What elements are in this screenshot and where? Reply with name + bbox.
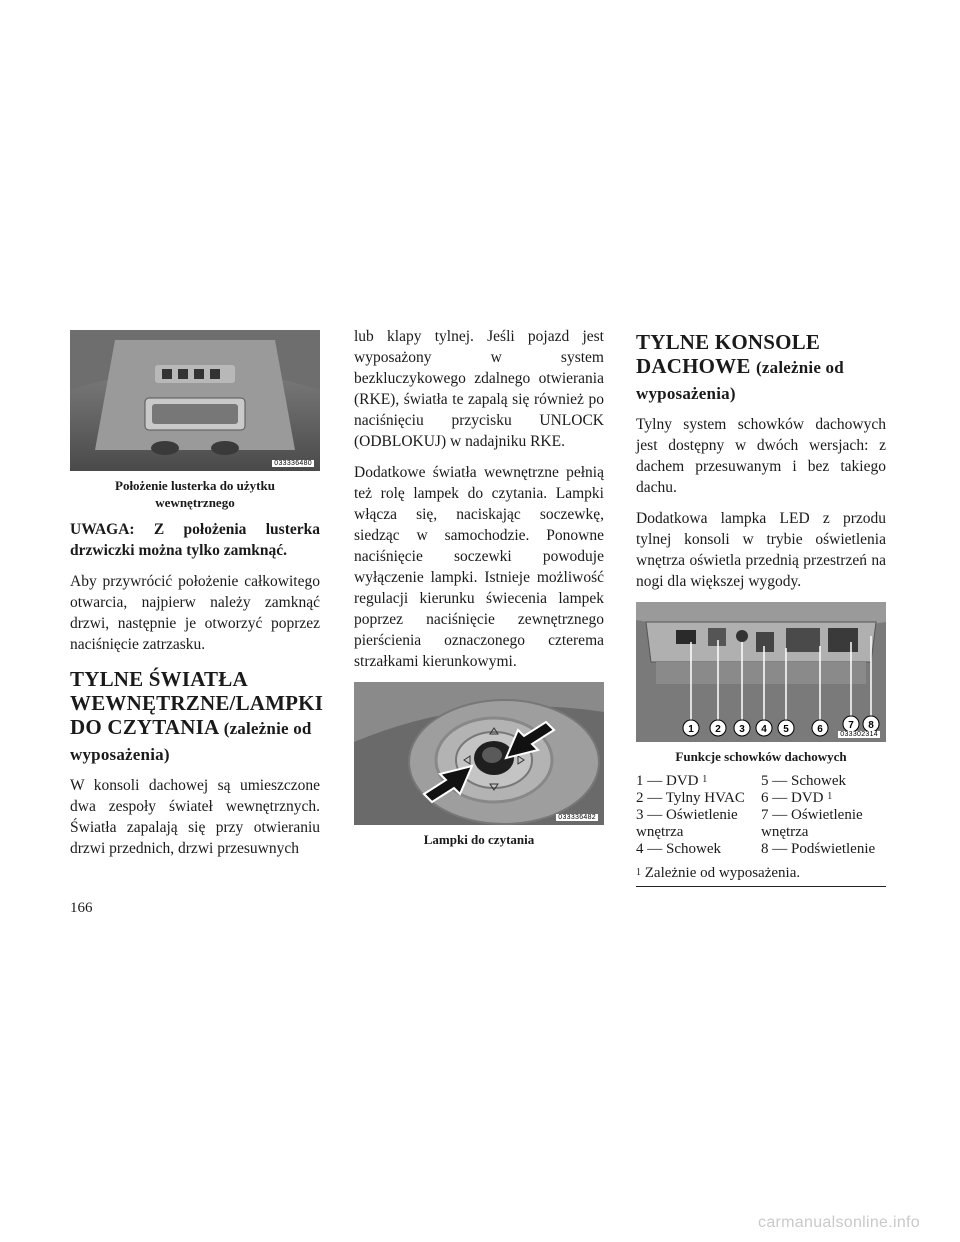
callout-5: 5 [783,724,789,735]
body-paragraph: Dodatkowe światła wewnętrzne pełnią też rolę lampek do czytania. Lampki włącza się, naciskając soczewkę, siedząc w samochodzie. Ponowne naciśnięcie soczewki powoduje wyłączenie lampki. Istnieje możliwość regulacji kierunku świecenia lampek poprzez naciśnięcie zewnętrznego pierścienia oznaczonego czterema strzałkami kierunkowymi. [354,464,604,670]
callout-2: 2 [715,724,721,735]
figure-legend [636,773,886,858]
legend-item: 2 — Tylny HVAC [636,790,745,806]
callout-6: 6 [817,724,823,735]
legend-item: 8 — Podświetlenie [761,841,876,857]
section-heading: TYLNE ŚWIATŁA WEWNĘTRZNE/LAMPKI DO CZYTANIA (zależnie od wyposażenia) [70,667,324,764]
legend-item: 4 — Schowek [636,841,721,857]
reading-lamp-illustration [354,682,604,825]
roof-console-illustration [636,602,886,742]
legend-item: wnętrza [636,824,684,840]
column-right [636,330,886,887]
note-paragraph: UWAGA: Z położenia lusterka drzwiczki można tylko zamknąć. [70,521,320,559]
footnote: $^1$ Zależnie od wyposażenia. [636,864,886,887]
column-left [70,330,324,869]
roof-console-photo [636,602,886,742]
figure-code: 033336482 [558,814,596,821]
watermark: carmanualsonline.info [758,1214,920,1231]
figure-caption: Położenie lusterka do użytku wewnętrznego [115,478,275,510]
body-paragraph: Dodatkowa lampka LED z przodu tylnej konsoli w trybie oświetlenia wnętrza oświetla przednią przestrzeń na nogi dla większej wygody. [636,510,886,590]
callout-4: 4 [761,724,767,735]
legend-item: 1 — DVD $^1$ [636,773,708,789]
body-paragraph: lub klapy tylnej. Jeśli pojazd jest wyposażony w system bezkluczykowego zdalnego otwierania (RKE), światła te zapalą się również po naciśnięciu przycisku UNLOCK (ODBLOKUJ) w nadajniku RKE. [354,328,604,450]
section-heading: TYLNE KONSOLE DACHOWE (zależnie od wyposażenia) [636,330,844,403]
legend-item: 6 — DVD $^1$ [761,790,833,806]
legend-item: 5 — Schowek [761,773,846,789]
mirror-console-illustration [70,330,320,471]
page-number: 166 [70,900,93,916]
body-paragraph: W konsoli dachowej są umieszczone dwa zespoły świateł wewnętrznych. Światła zapalają się przy otwieraniu drzwi przednich, drzwi przesuwnych [70,777,320,857]
callout-3: 3 [739,724,745,735]
figure-code: 033302314 [840,731,878,738]
reading-lamp-photo [354,682,604,825]
column-middle [354,326,604,848]
callout-7: 7 [848,720,854,731]
legend-item: wnętrza [761,824,809,840]
legend-item: 7 — Oświetlenie [761,807,863,823]
body-paragraph: Tylny system schowków dachowych jest dostępny w dwóch wersjach: z dachem przesuwanym i bez takiego dachu. [636,416,886,496]
callout-1: 1 [688,724,694,735]
figure-caption: Lampki do czytania [423,832,535,847]
legend-item: 3 — Oświetlenie [636,807,738,823]
figure-caption: Funkcje schowków dachowych [675,749,847,764]
mirror-console-photo [70,330,320,471]
figure-code: 033336480 [274,460,312,467]
body-paragraph: Aby przywrócić położenie całkowitego otwarcia, najpierw należy zamknąć drzwi, następnie je otworzyć poprzez naciśnięcie zatrzasku. [70,573,320,653]
callout-8: 8 [868,720,874,731]
